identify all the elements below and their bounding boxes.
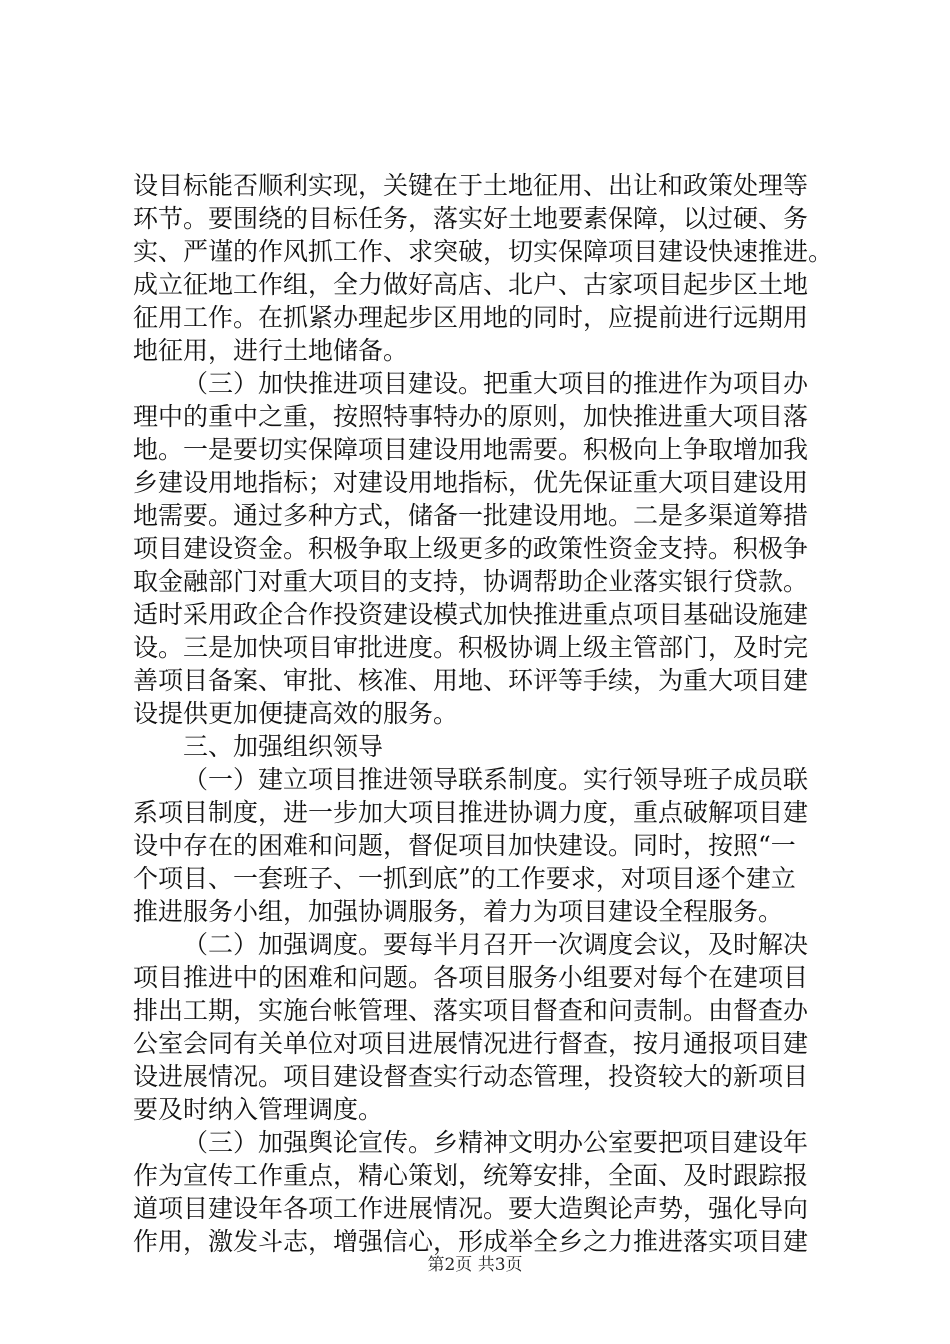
text-line: 设目标能否顺利实现，关键在于土地征用、出让和政策处理等 (133, 171, 809, 200)
paragraph-heading: （三）加快推进项目建设。把重大项目的推进作为项目办 (183, 369, 809, 398)
text-line: 设提供更加便捷高效的服务。 (133, 699, 459, 728)
section-heading: 三、加强组织领导 (183, 732, 384, 761)
text-line: 设。三是加快项目审批进度。积极协调上级主管部门，及时完 (133, 633, 809, 662)
text-line: 实、严谨的作风抓工作、求突破，切实保障项目建设快速推进。 (133, 237, 833, 266)
text-line: 推进服务小组，加强协调服务，着力为项目建设全程服务。 (133, 897, 784, 926)
text-line: 个项目、一套班子、一抓到底”的工作要求，对项目逐个建立 (133, 864, 796, 893)
text-line: 设进展情况。项目建设督查实行动态管理，投资较大的新项目 (133, 1062, 809, 1091)
page-footer: 第2页 共3页 (427, 1255, 523, 1275)
text-line: 作为宣传工作重点，精心策划，统筹安排，全面、及时跟踪报 (133, 1161, 809, 1190)
text-line: 地征用，进行土地储备。 (133, 336, 409, 365)
text-line: 排出工期，实施台帐管理、落实项目督查和问责制。由督查办 (133, 996, 809, 1025)
text-line: 项目推进中的困难和问题。各项目服务小组要对每个在建项目 (133, 963, 809, 992)
paragraph-heading: （二）加强调度。要每半月召开一次调度会议，及时解决 (183, 930, 809, 959)
text-line: 项目建设资金。积极争取上级更多的政策性资金支持。积极争 (133, 534, 809, 563)
text-line: 作用，激发斗志，增强信心，形成举全乡之力推进落实项目建 (133, 1227, 809, 1256)
text-line: 道项目建设年各项工作进展情况。要大造舆论声势，强化导向 (133, 1194, 809, 1223)
text-line: 乡建设用地指标；对建设用地指标，优先保证重大项目建设用 (133, 468, 809, 497)
paragraph-heading: （三）加强舆论宣传。乡精神文明办公室要把项目建设年 (183, 1128, 809, 1157)
text-line: 系项目制度，进一步加大项目推进协调力度，重点破解项目建 (133, 798, 809, 827)
text-line: 理中的重中之重，按照特事特办的原则，加快推进重大项目落 (133, 402, 809, 431)
text-line: 地需要。通过多种方式，储备一批建设用地。二是多渠道筹措 (133, 501, 809, 530)
text-line: 取金融部门对重大项目的支持，协调帮助企业落实银行贷款。 (133, 567, 809, 596)
text-line: 公室会同有关单位对项目进展情况进行督查，按月通报项目建 (133, 1029, 809, 1058)
text-line: 设中存在的困难和问题，督促项目加快建设。同时，按照“一 (133, 831, 796, 860)
text-line: 地。一是要切实保障项目建设用地需要。积极向上争取增加我 (133, 435, 809, 464)
text-line: 成立征地工作组，全力做好高店、北户、古家项目起步区土地 (133, 270, 809, 299)
text-line: 善项目备案、审批、核准、用地、环评等手续，为重大项目建 (133, 666, 809, 695)
text-line: 征用工作。在抓紧办理起步区用地的同时，应提前进行远期用 (133, 303, 809, 332)
paragraph-heading: （一）建立项目推进领导联系制度。实行领导班子成员联 (183, 765, 809, 794)
text-line: 环节。要围绕的目标任务，落实好土地要素保障，以过硬、务 (133, 204, 809, 233)
text-line: 适时采用政企合作投资建设模式加快推进重点项目基础设施建 (133, 600, 809, 629)
text-line: 要及时纳入管理调度。 (133, 1095, 384, 1124)
